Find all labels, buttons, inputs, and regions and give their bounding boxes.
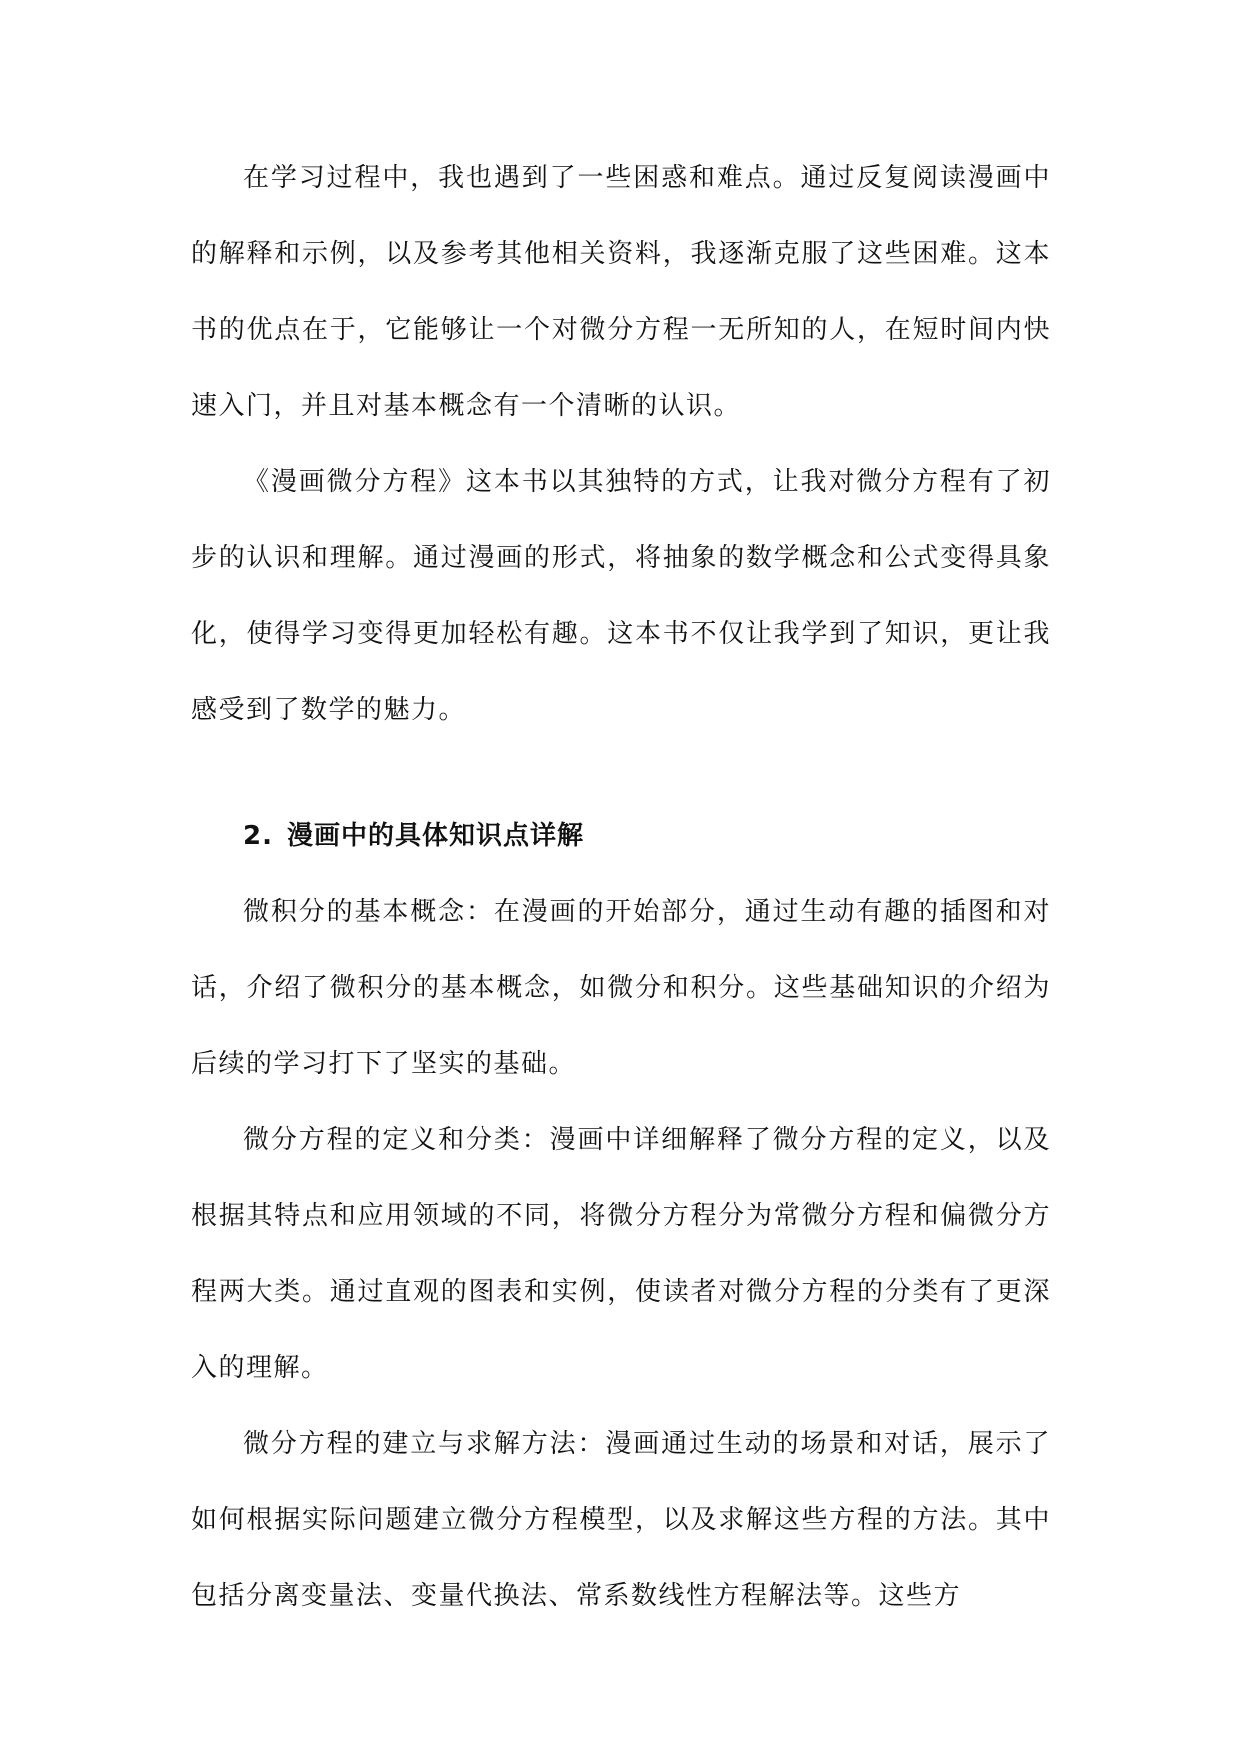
paragraph-calculus-basics: 微积分的基本概念：在漫画的开始部分，通过生动有趣的插图和对话，介绍了微积分的基本概念，如微分和积分。这些基础知识的介绍为后续的学习打下了坚实的基础。	[191, 897, 1051, 1079]
paragraph-learning-difficulties: 在学习过程中，我也遇到了一些困惑和难点。通过反复阅读漫画中的解释和示例，以及参考其他相关资料，我逐渐克服了这些困难。这本书的优点在于，它能够让一个对微分方程一无所知的人，在短时间内快速入门，并且对基本概念有一个清晰的认识。	[191, 163, 1051, 421]
section-title: 漫画中的具体知识点详解	[286, 821, 584, 851]
section-number: 2.	[243, 821, 273, 851]
paragraph-definition-classification: 微分方程的定义和分类：漫画中详细解释了微分方程的定义，以及根据其特点和应用领域的不同，将微分方程分为常微分方程和偏微分方程两大类。通过直观的图表和实例，使读者对微分方程的分类有了更深入的理解。	[191, 1125, 1051, 1383]
paragraph-modeling-solving: 微分方程的建立与求解方法：漫画通过生动的场景和对话，展示了如何根据实际问题建立微分方程模型，以及求解这些方程的方法。其中包括分离变量法、变量代换法、常系数线性方程解法等。这些方	[191, 1429, 1051, 1611]
document-body	[191, 140, 1051, 1634]
paragraph-book-summary: 《漫画微分方程》这本书以其独特的方式，让我对微分方程有了初步的认识和理解。通过漫画的形式，将抽象的数学概念和公式变得具象化，使得学习变得更加轻松有趣。这本书不仅让我学到了知识，更让我感受到了数学的魅力。	[191, 467, 1051, 725]
section-heading	[191, 798, 1051, 874]
